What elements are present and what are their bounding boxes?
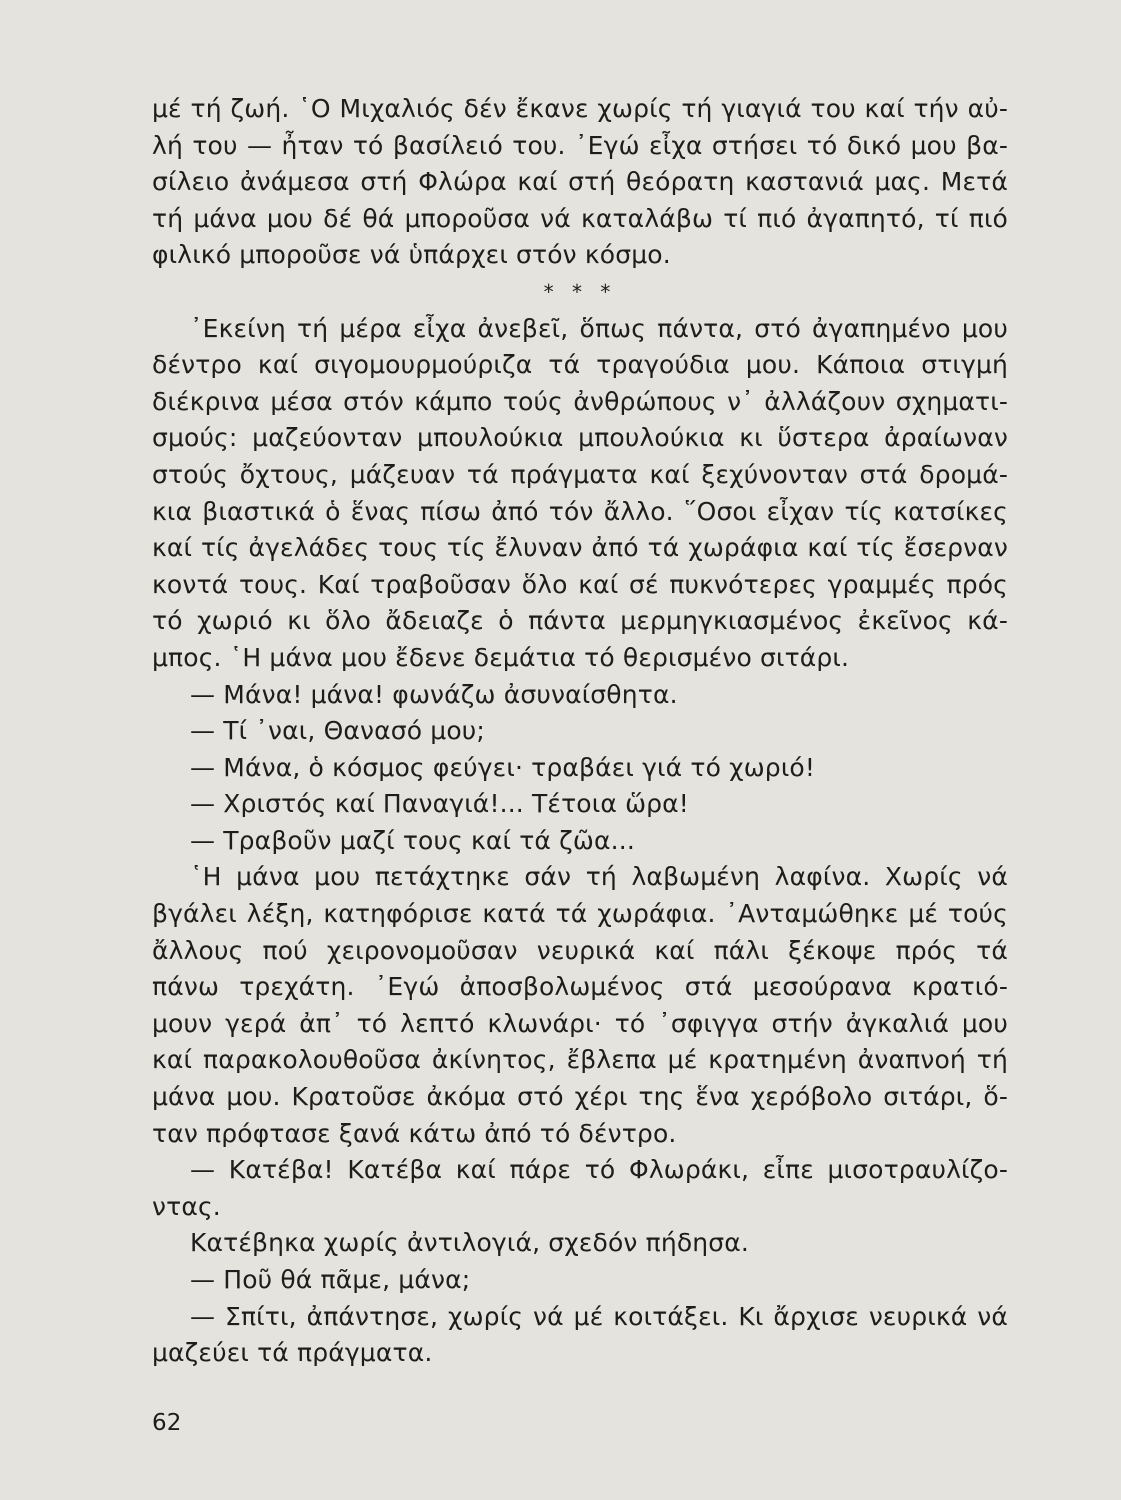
text-line: μπος. ῾Η μάνα μου ἔδενε δεμάτια τό θερισμένο σιτάρι. [152,642,850,672]
text-line: ῾Η μάνα μου πετάχτηκε σάν τή λαβωμένη λαφίνα. Χωρίς νά [190,862,1008,892]
dialogue-line: — Τί ᾿ναι, Θανασό μου; [190,716,485,746]
dialogue-line: ντας. [152,1191,221,1221]
text-line: κοντά τους. Καί τραβοῦσαν ὅλο καί σέ πυκνότερες γραμμές πρός [152,569,1008,599]
text-line: Κατέβηκα χωρίς ἀντιλογιά, σχεδόν πήδησα. [190,1228,750,1258]
text-line: διέκρινα μέσα στόν κάμπο τούς ἀνθρώπους ν᾿ ἀλλάζουν σχηματι- [152,386,1008,416]
text-line: στούς ὄχτους, μάζευαν τά πράγματα καί ξεχύνονταν στά δρομά- [152,459,1008,489]
dialogue-line: — Σπίτι, ἀπάντησε, χωρίς νά μέ κοιτάξει. Κι ἄρχισε νευρικά νά [190,1301,1008,1331]
page-number: 62 [152,1410,182,1436]
text-line: τό χωριό κι ὅλο ἄδειαζε ὁ πάντα μερμηγκιασμένος ἐκεῖνος κά- [152,606,1008,636]
page-text [152,91,1008,1372]
text-line: δέντρο καί σιγομουρμούριζα τά τραγούδια μου. Κάποια στιγμή [152,350,1008,380]
section-separator: * * * [543,279,617,304]
text-line: φιλικό μποροῦσε νά ὑπάρχει στόν κόσμο. [152,240,671,270]
text-line: μάνα μου. Κρατοῦσε ἀκόμα στό χέρι της ἕνα χερόβολο σιτάρι, ὅ- [152,1082,1008,1112]
dialogue-line: — Κατέβα! Κατέβα καί πάρε τό Φλωράκι, εἶπε μισοτραυλίζο- [190,1155,1008,1185]
text-line: πάνω τρεχάτη. ᾿Εγώ ἀποσβολωμένος στά μεσούρανα κρατιό- [152,972,1008,1002]
text-line: ἄλλους πού χειρονομοῦσαν νευρικά καί πάλι ξέκοψε πρός τά [152,935,1008,965]
text-line: ᾿Εκείνη τή μέρα εἶχα ἀνεβεῖ, ὅπως πάντα, στό ἀγαπημένο μου [190,313,1008,343]
text-line: μέ τή ζωή. ῾Ο Μιχαλιός δέν ἔκανε χωρίς τή γιαγιά του καί τήν αὐ- [152,94,1008,123]
text-line: ταν πρόφτασε ξανά κάτω ἀπό τό δέντρο. [152,1118,677,1148]
dialogue-line: — Τραβοῦν μαζί τους καί τά ζῶα... [190,825,635,855]
dialogue-line: — Μάνα, ὁ κόσμος φεύγει· τραβάει γιά τό χωριό! [190,752,816,782]
text-line: βγάλει λέξη, κατηφόρισε κατά τά χωράφια. ᾿Ανταμώθηκε μέ τούς [152,899,1008,929]
text-line: καί παρακολουθοῦσα ἀκίνητος, ἔβλεπα μέ κρατημένη ἀναπνοή τή [152,1045,1008,1075]
text-line: σίλειο ἀνάμεσα στή Φλώρα καί στή θεόρατη καστανιά μας. Μετά [152,167,1008,197]
text-line: κια βιαστικά ὁ ἕνας πίσω ἀπό τόν ἄλλο. ῞Οσοι εἶχαν τίς κατσίκες [152,496,1008,526]
dialogue-line: — Μάνα! μάνα! φωνάζω ἀσυναίσθητα. [190,679,678,709]
dialogue-line: μαζεύει τά πράγματα. [152,1338,433,1368]
text-line: τή μάνα μου δέ θά μποροῦσα νά καταλάβω τί πιό ἀγαπητό, τί πιό [152,203,1008,233]
text-line: μουν γερά ἀπ᾿ τό λεπτό κλωνάρι· τό ᾿σφιγγα στήν ἀγκαλιά μου [152,1008,1008,1038]
dialogue-line: — Ποῦ θά πᾶμε, μάνα; [190,1265,471,1294]
text-line: λή του — ἦταν τό βασίλειό του. ᾿Εγώ εἶχα στήσει τό δικό μου βα- [152,130,1008,160]
text-line: σμούς: μαζεύονταν μπουλούκια μπουλούκια κι ὕστερα ἀραίωναν [152,423,1008,453]
dialogue-line: — Χριστός καί Παναγιά!... Τέτοια ὥρα! [190,789,689,819]
text-line: καί τίς ἀγελάδες τους τίς ἔλυναν ἀπό τά χωράφια καί τίς ἔσερναν [152,533,1008,563]
